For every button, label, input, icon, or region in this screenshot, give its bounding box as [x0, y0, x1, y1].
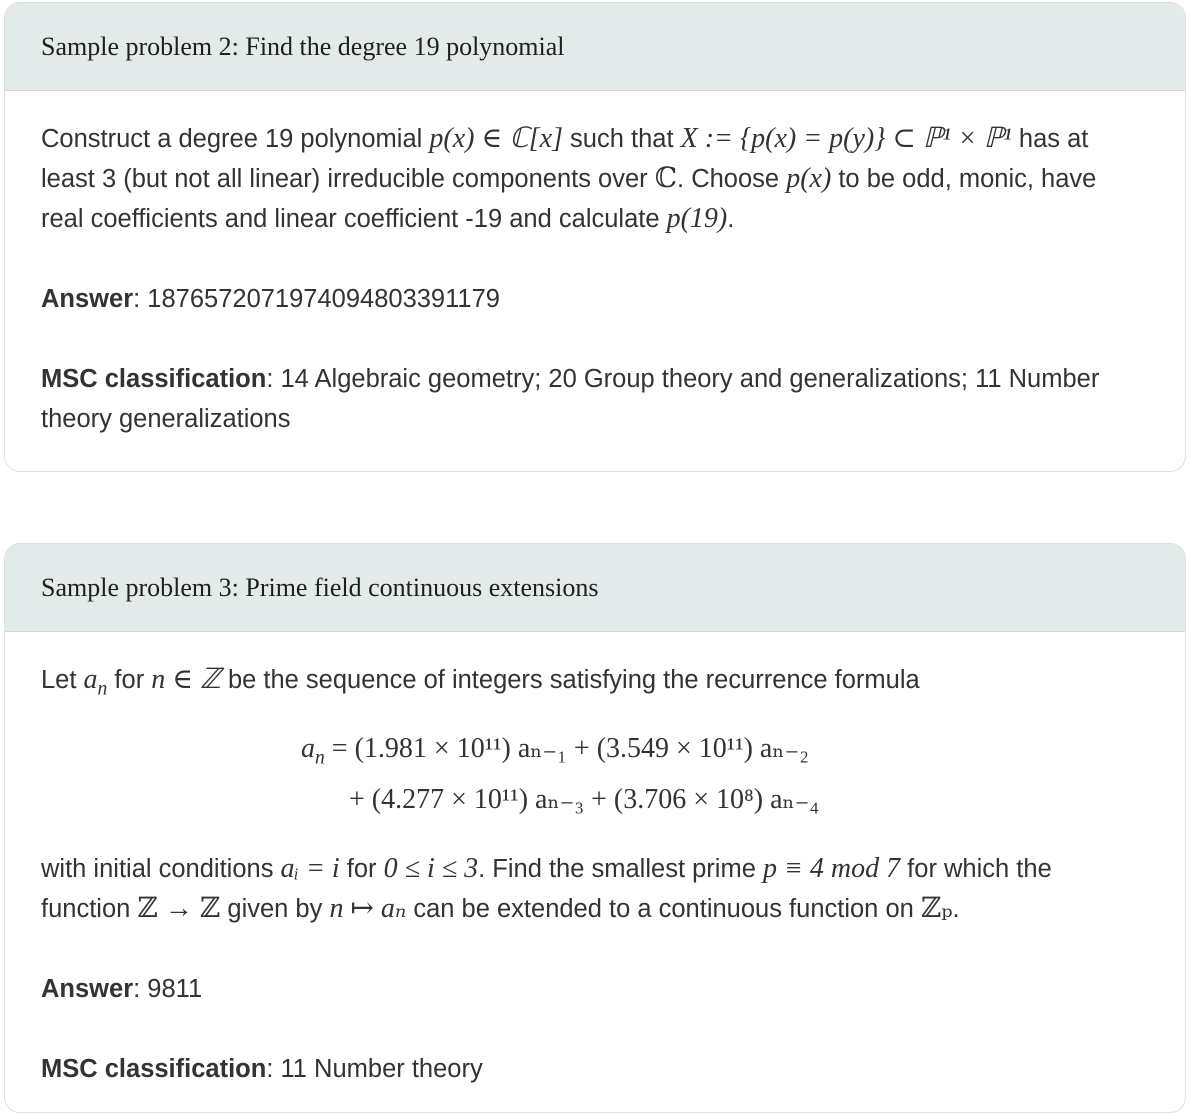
problem-3-intro — [41, 660, 1145, 710]
math-expression: aᵢ = i — [280, 853, 340, 885]
statement-text: . Choose — [677, 165, 787, 193]
recurrence-equation — [301, 728, 1145, 822]
statement-text: . — [952, 895, 960, 924]
problem-3-statement — [41, 849, 1145, 929]
math-expression: p(19) — [666, 203, 728, 234]
equation-text: = (1.981 × 10¹¹) aₙ₋₁ + (3.549 × 10¹¹) aₙ₋₂ — [331, 732, 809, 764]
answer-label: Answer — [41, 285, 134, 313]
problem-3-answer — [41, 969, 1145, 1009]
statement-text: for — [339, 855, 384, 884]
problem-2-title: Sample problem 2: Find the degree 19 polynomial — [41, 31, 565, 61]
math-expression: ℂ — [654, 163, 678, 194]
problem-2-statement — [41, 119, 1145, 239]
msc-label: MSC classification — [41, 1055, 267, 1084]
problem-2-msc — [41, 359, 1145, 439]
math-expression: ℤₚ — [920, 893, 953, 925]
statement-text: for — [107, 666, 152, 694]
statement-text: be the sequence of integers satisfying the recurrence formula — [220, 666, 920, 694]
equation-text: + (4.277 × 10¹¹) aₙ₋₃ + (3.706 × 10⁸) aₙ₋₄ — [349, 784, 820, 816]
problem-2-body — [5, 91, 1185, 439]
msc-value: : 14 Algebraic geometry; 20 Group theory and generalizations; 11 Number theory generalizations — [41, 365, 1100, 433]
statement-text: has at least 3 (but not all linear) irreducible components over — [41, 125, 1089, 193]
statement-text: to be odd, monic, have real coefficients and linear coefficient -19 and calculate — [41, 165, 1097, 233]
problem-3-msc — [41, 1049, 1145, 1089]
answer-value: : 9811 — [133, 975, 203, 1004]
problem-3-title: Sample problem 3: Prime field continuous extensions — [41, 572, 599, 602]
statement-text: Construct a degree 19 polynomial — [41, 125, 430, 153]
answer-value: : 1876572071974094803391179 — [133, 285, 500, 313]
statement-text: with initial conditions — [41, 855, 281, 884]
statement-text: . Find the smallest prime — [478, 855, 763, 884]
math-expression: 0 ≤ i ≤ 3 — [383, 853, 479, 885]
math-expression: p(x) — [786, 163, 832, 194]
problem-3-card — [4, 543, 1186, 1113]
math-expression: n ∈ ℤ — [151, 664, 221, 695]
math-expression: ℤ → ℤ — [137, 893, 221, 925]
problem-2-header — [5, 3, 1185, 91]
problem-2-answer — [41, 279, 1145, 319]
math-expression: $a_n$ — [83, 664, 108, 700]
statement-text: given by — [220, 895, 330, 924]
math-expression: X := {p(x) = p(y)} ⊂ ℙ¹ × ℙ¹ — [680, 123, 1012, 154]
math-expression: p(x) ∈ ℂ[x] — [429, 123, 563, 154]
statement-text: . — [727, 205, 735, 233]
problem-2-card — [4, 2, 1186, 472]
statement-text: Let — [41, 666, 84, 694]
problem-3-body — [5, 632, 1185, 1089]
equation-line-1: $a_n = (1.981 \times 10^{11}) a_{n-1} + (3.549 \times 10^{11})$ aₙ₋₂ — [301, 732, 809, 769]
math-expression: n ↦ aₙ — [329, 893, 407, 925]
statement-text: for which the function — [41, 855, 1052, 924]
equation-line-2 — [301, 779, 1145, 821]
msc-value: : 11 Number theory — [266, 1055, 483, 1084]
answer-label: Answer — [41, 975, 134, 1004]
msc-label: MSC classification — [41, 365, 267, 393]
math-expression: p ≡ 4 mod 7 — [762, 853, 901, 885]
statement-text: such that — [562, 125, 681, 153]
statement-text: can be extended to a continuous function on — [406, 895, 921, 924]
problem-3-header — [5, 544, 1185, 632]
